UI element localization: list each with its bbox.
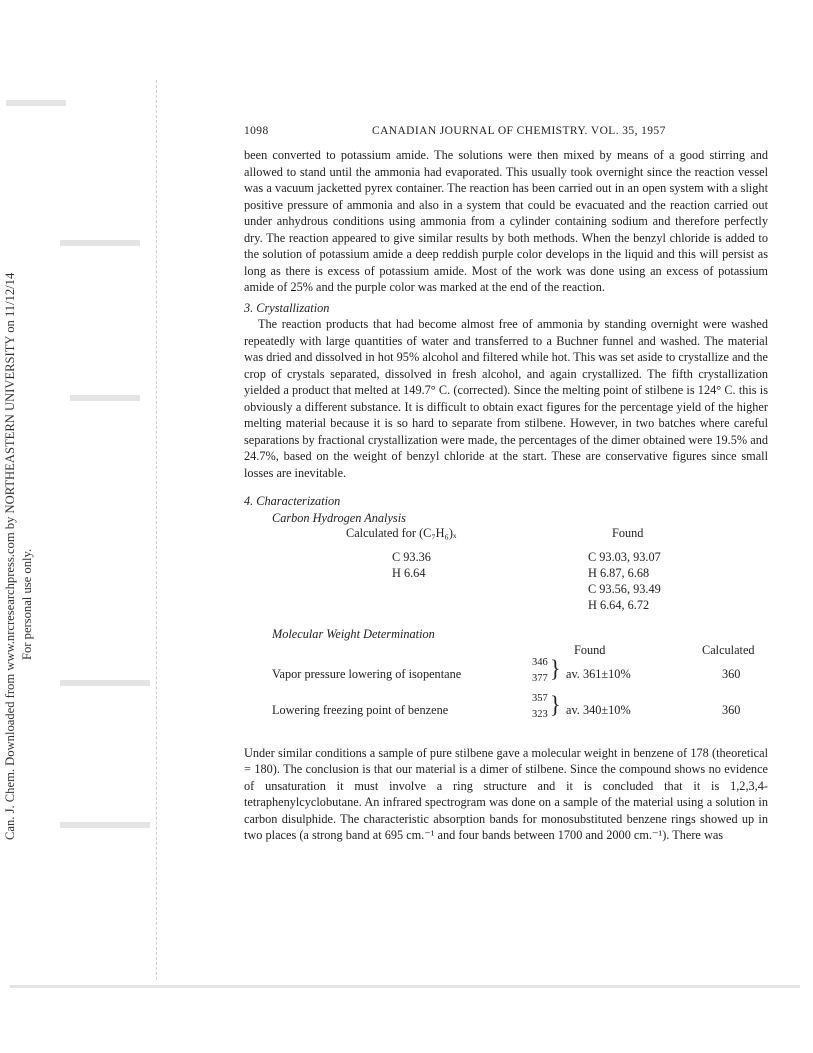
subsection-heading: Molecular Weight Determination (272, 627, 435, 641)
table-cell: C 93.03, 93.07 (588, 550, 661, 564)
download-watermark (2, 240, 38, 840)
table-cell: 360 (722, 702, 741, 717)
brace-icon: } (550, 654, 561, 682)
table-cell: 346 (532, 656, 548, 668)
paragraph: The reaction products that had become almost free of ammonia by standing overnight were washed repeatedly with large quantities of water and transferred to a Buchner funnel and washed. The material was dried and dissolved in hot 95% alcohol and filtered while hot. This was set aside to crystallize and the crop of crystals separated, dissolved in fresh alcohol, and again crystallized. The fifth crystallization yielded a product that melted at 149.7° C. (corrected). Since the melting point of stilbene is 124° C. this is obviously a different substance. It is difficult to obtain exact figures for the percentage yield of the higher melting material because it is so hard to separate from stilbene. However, in two batches where careful separations by fractional crystallization were made, the percentages of the dimer obtained were 19.5% and 24.7%, based on the weight of benzyl chloride at the start. These are conservative figures since small losses are inevitable. (244, 317, 768, 480)
table-cell: 323 (532, 708, 548, 720)
scan-artifact (60, 240, 140, 246)
table-cell: av. 340±10% (566, 702, 631, 717)
scan-artifact (60, 822, 150, 828)
page-number: 1098 (244, 125, 269, 137)
watermark-line-2: For personal use only. (20, 548, 34, 660)
table-cell: Vapor pressure lowering of isopentane (272, 666, 462, 681)
running-title: CANADIAN JOURNAL OF CHEMISTRY. VOL. 35, 1957 (372, 125, 666, 137)
page-body (244, 147, 768, 844)
table-header: Found (574, 642, 606, 657)
scan-artifact (70, 395, 140, 401)
table-cell: C 93.56, 93.49 (588, 582, 661, 596)
table-cell: av. 361±10% (566, 666, 631, 681)
scan-artifact (60, 680, 150, 686)
table-cell: H 6.87, 6.68 (588, 566, 650, 580)
brace-icon: } (550, 690, 561, 718)
watermark-line-1: Can. J. Chem. Downloaded from www.nrcresearchpress.com by NORTHEASTERN UNIVERSITY on 11/12/14 (3, 272, 17, 840)
scan-artifact (10, 985, 800, 988)
paragraph: Under similar conditions a sample of pure stilbene gave a molecular weight in benzene of 178 (theoretical = 180). The conclusion is that our material is a dimer of stilbene. Since the compound shows no evidence of unsaturation it must involve a ring structure and it is concluded that it is 1,2,3,4-tetraphenylcyclobutane. An infrared spectrogram was done on a sample of the material using a solution in carbon disulphide. The characteristic absorption bands for monosubstituted benzene rings showed up in two places (a strong band at 695 cm.⁻¹ and four bands between 1700 and 2000 cm.⁻¹). There was (244, 745, 768, 842)
table-cell: H 6.64 (392, 566, 426, 580)
scan-artifact (6, 100, 66, 106)
subsection-heading: Carbon Hydrogen Analysis (272, 510, 406, 525)
carbon-hydrogen-table (244, 526, 768, 622)
table-cell: 357 (532, 692, 548, 704)
scan-edge-line (156, 80, 157, 980)
table-header: Calculated for (C₇H₆)ₓ (346, 526, 457, 540)
table-cell: H 6.64, 6.72 (588, 598, 650, 612)
table-header: Calculated (702, 642, 755, 657)
molecular-weight-table (244, 643, 768, 743)
section-heading: 3. Crystallization (244, 300, 330, 315)
paragraph: been converted to potassium amide. The solutions were then mixed by means of a good stirring and allowed to stand until the ammonia had evaporated. This usually took overnight since the reaction vessel was a vacuum jacketted pyrex container. The reaction has been carried out in an open system with a slight positive pressure of ammonia and also in a system that could be evacuated and the reaction carried out under anhydrous conditions using ammonia from a cylinder containing sodium and therefore perfectly dry. The reaction appeared to give similar results by both methods. When the benzyl chloride is added to the solution of potassium amide a deep reddish purple color develops in the liquid and this will persist as long as there is excess of potassium amide. Most of the work was done using an excess of potassium amide of 25% and the purple color was marked at the end of the reaction. (244, 148, 768, 294)
table-cell: 377 (532, 672, 548, 684)
table-header: Found (612, 526, 644, 540)
table-cell: 360 (722, 666, 741, 681)
section-heading: 4. Characterization (244, 494, 341, 508)
table-cell: C 93.36 (392, 550, 431, 564)
table-cell: Lowering freezing point of benzene (272, 702, 449, 717)
